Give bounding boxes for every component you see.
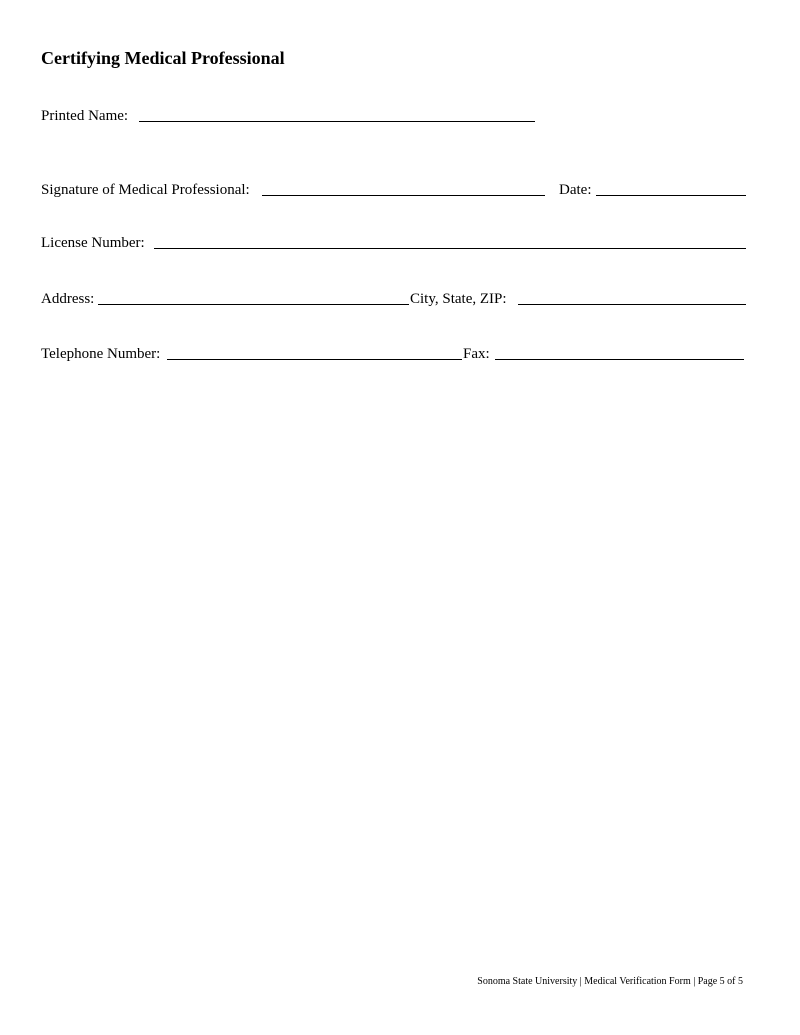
fax-label: Fax: <box>463 346 490 362</box>
date-field[interactable] <box>596 195 746 196</box>
signature-row <box>41 180 751 200</box>
printed-name-field[interactable] <box>139 121 535 122</box>
fax-field[interactable] <box>495 359 744 360</box>
printed-name-label: Printed Name: <box>41 108 129 124</box>
city-state-zip-label: City, State, ZIP: <box>410 291 507 307</box>
page-title: Certifying Medical Professional <box>41 48 285 68</box>
telephone-row <box>41 344 751 364</box>
signature-label: Signature of Medical Professional: <box>41 182 250 198</box>
date-label: Date: <box>559 182 592 198</box>
signature-field[interactable] <box>262 195 545 196</box>
address-label: Address: <box>41 291 95 307</box>
address-row <box>41 289 751 309</box>
license-number-label: License Number: <box>41 235 145 251</box>
printed-name-row <box>41 106 741 126</box>
address-field[interactable] <box>98 304 409 305</box>
telephone-field[interactable] <box>167 359 462 360</box>
license-number-field[interactable] <box>154 248 746 249</box>
license-number-row <box>41 233 751 253</box>
city-state-zip-field[interactable] <box>518 304 746 305</box>
page-footer: Sonoma State University | Medical Verification Form | Page 5 of 5 <box>477 976 743 987</box>
telephone-label: Telephone Number: <box>41 346 161 362</box>
